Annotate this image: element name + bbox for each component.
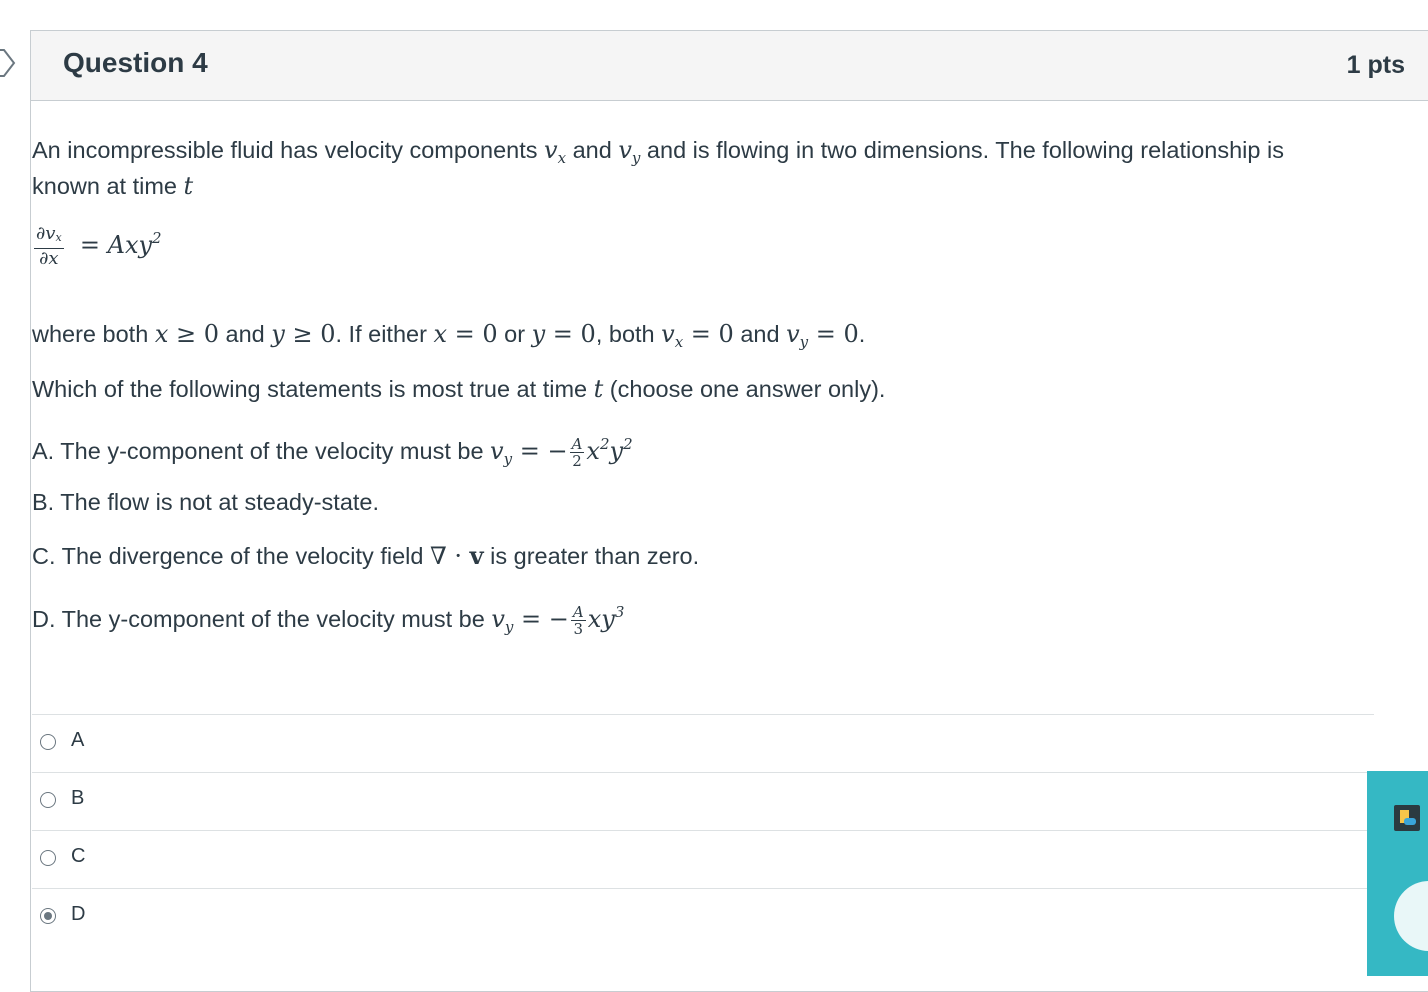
intro-line-2: known at time t [32, 172, 194, 200]
radio-button[interactable] [40, 792, 56, 808]
answer-label: C [71, 845, 86, 867]
radio-button[interactable] [40, 850, 56, 866]
answer-list [32, 714, 1374, 946]
answer-option-d[interactable] [32, 888, 1374, 946]
answer-label: B [71, 787, 85, 809]
intro-line-1: An incompressible fluid has velocity components $v_x$ and $v_y$ and is flowing in two dimensions. The following relationship is [32, 136, 1284, 167]
answer-option-c[interactable] [32, 830, 1374, 888]
cloud-icon [1394, 881, 1428, 951]
answer-option-b[interactable] [32, 772, 1374, 830]
question-marker-icon [0, 48, 16, 78]
which-line: Which of the following statements is most true at time t (choose one answer only). [32, 375, 886, 403]
option-b-text: B. The flow is not at steady-state. [32, 489, 380, 515]
option-a-text: A. The y-component of the velocity must be $v_y$ = − $\frac{A}{2}$ $x^2y^2$ [32, 435, 633, 471]
question-header [31, 31, 1428, 101]
radio-button[interactable] [40, 734, 56, 750]
app-icon[interactable] [1394, 805, 1420, 831]
answer-label: D [71, 903, 86, 925]
answer-label: A [71, 729, 85, 751]
question-title: Question 4 [63, 47, 208, 78]
side-widget[interactable] [1367, 771, 1428, 976]
radio-button-selected[interactable] [40, 908, 56, 924]
option-d-text: D. The y-component of the velocity must be $v_y$ = − $\frac{A}{3}$ $xy^3$ [32, 603, 625, 639]
question-points: 1 pts [1346, 51, 1405, 79]
equation: $\frac{\partial v_x}{\partial x}$ = Axy$^2$ [36, 223, 162, 270]
option-c-text: C. The divergence of the velocity field ∇ · v is greater than zero. [32, 541, 700, 570]
where-line: where both x ≥ 0 and y ≥ 0. If either x = 0 or y = 0, both $v_x = 0$ and $v_y = 0$. [32, 320, 866, 351]
answer-option-a[interactable] [32, 714, 1374, 772]
